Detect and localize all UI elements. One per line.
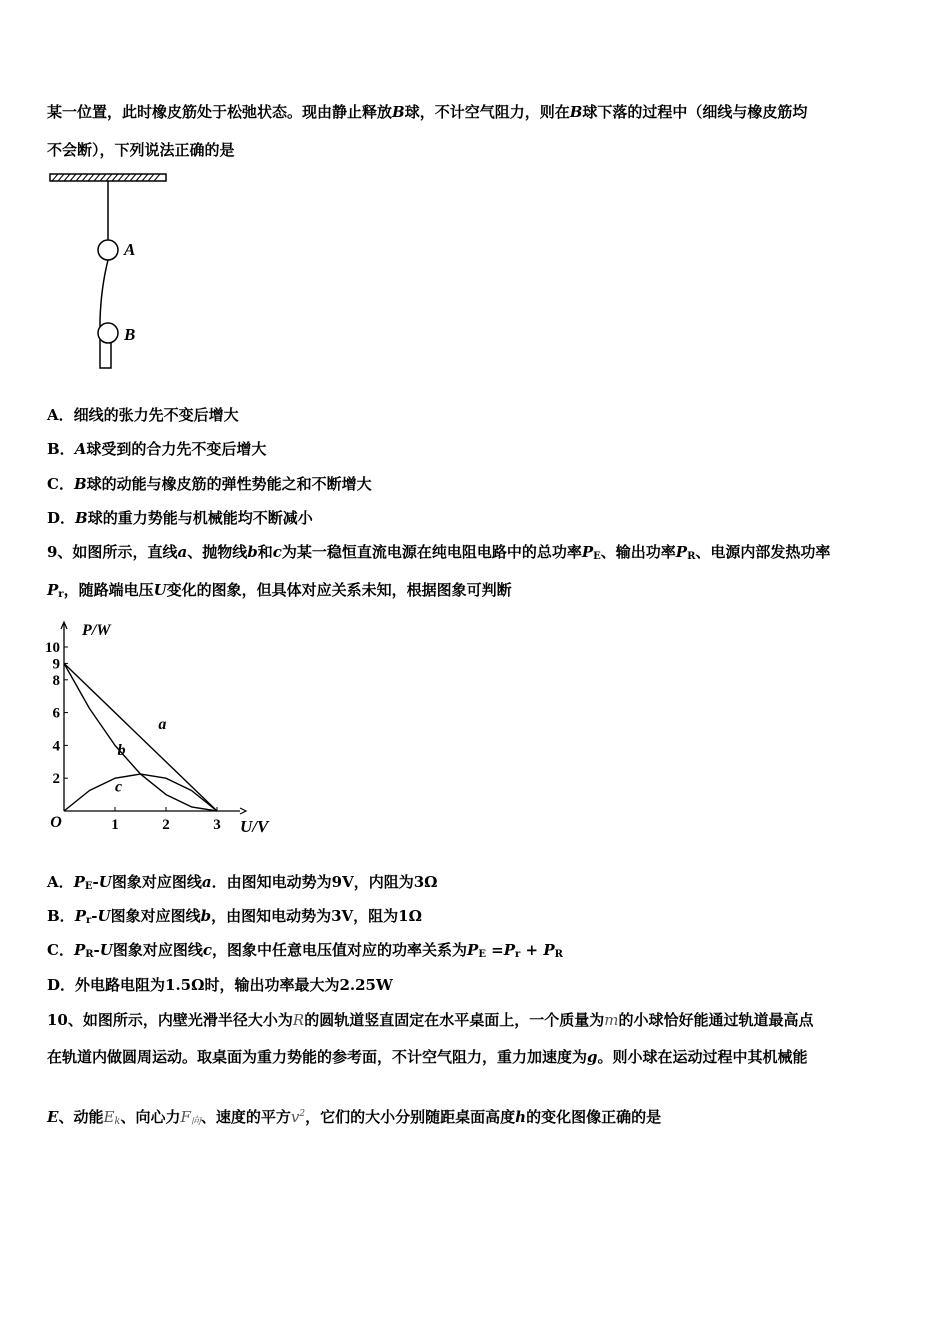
q10-stem-line-3 — [47, 1104, 661, 1127]
rubber-band — [100, 260, 111, 368]
q9-option-b-text: B．$P_r-U$图象对应图线b，由图知电动势为3V，阻为1Ω — [47, 907, 422, 926]
label-a: A — [124, 240, 136, 259]
q8-option-b-text: B．A球受到的合力先不变后增大 — [47, 440, 267, 458]
y-tick-label: 4 — [52, 738, 60, 755]
q9-option-a-text: A．$P_E-U$图象对应图线a．由图知电动势为9V，内阻为3Ω — [47, 873, 438, 892]
q10-stem-text-1: 10、如图所示，内壁光滑半径大小为R的圆轨道竖直固定在水平桌面上，一个质量为m的小球恰好能通过轨道最高点 — [47, 1011, 814, 1029]
q10-stem-line-1 — [47, 1010, 813, 1030]
q8-option-a: A．细线的张力先不变后增大 — [47, 406, 239, 424]
q8-option-c — [47, 474, 372, 494]
series-c — [64, 774, 217, 811]
q9-option-c-text: C．$P_R-U$图象对应图线c，图象中任意电压值对应的功率关系为$P_E =P_r + P_R$ — [47, 941, 563, 960]
series-a — [64, 663, 217, 811]
q9-option-b — [47, 906, 422, 926]
y-axis-label: P/W — [82, 622, 111, 639]
series-label-b: b — [117, 742, 126, 760]
q10-stem-line-2 — [47, 1047, 808, 1067]
q8-option-c-text: C．B球的动能与橡皮筋的弹性势能之和不断增大 — [47, 475, 372, 493]
q8-option-d — [47, 508, 313, 528]
q10-stem-text-3: E、动能$E_k$、向心力$F_向$、速度的平方$v^2$，它们的大小分别随距桌面高度h的变化图像正确的是 — [47, 1108, 662, 1127]
x-tick-label: 2 — [162, 817, 170, 833]
x-axis-label: U/V — [240, 817, 269, 836]
series-label-c: c — [115, 778, 123, 796]
y-tick-label: 8 — [52, 672, 60, 689]
y-tick-label: 9 — [52, 656, 60, 673]
q9-option-d: D．外电路电阻为1.5Ω时，输出功率最大为2.25W — [47, 976, 393, 994]
q8-option-d-text: D．B球的重力势能与机械能均不断减小 — [47, 509, 313, 527]
pendulum-figure — [44, 170, 174, 375]
x-axis-arrow — [240, 808, 246, 814]
q8-stem-text: 某一位置，此时橡皮筋处于松弛状态。现由静止释放B球，不计空气阻力，则在B球下落的过程中（细线与橡皮筋均 — [47, 103, 808, 121]
q8-stem-line-1 — [47, 102, 807, 122]
q8-option-b — [47, 439, 266, 459]
power-voltage-chart — [40, 615, 290, 845]
q9-option-c — [47, 940, 563, 960]
q10-stem-text-2: 在轨道内做圆周运动。取桌面为重力势能的参考面，不计空气阻力，重力加速度为g。则小球在运动过程中其机械能 — [47, 1048, 808, 1066]
q9-stem-text-2: $P_r$，随路端电压U变化的图象，但具体对应关系未知，根据图象可判断 — [47, 581, 512, 600]
origin-label: O — [50, 814, 62, 831]
y-tick-label: 10 — [45, 640, 60, 656]
x-tick-label: 1 — [111, 817, 119, 833]
q9-stem-text-1: 9、如图所示，直线a、抛物线b和c为某一稳恒直流电源在纯电阻电路中的总功率$P_E$、输出功率$P_R$、电源内部发热功率 — [47, 543, 831, 562]
y-tick-label: 6 — [52, 705, 60, 722]
q9-stem-line-2 — [47, 580, 512, 600]
x-tick-label: 3 — [213, 817, 221, 833]
q9-option-a — [47, 872, 438, 892]
label-b: B — [124, 325, 136, 344]
series-label-a: a — [158, 716, 167, 733]
ball-b — [98, 323, 118, 343]
q9-stem-line-1 — [47, 542, 830, 562]
ball-a — [98, 240, 118, 260]
q8-stem-line-2: 不会断），下列说法正确的是 — [47, 141, 235, 159]
y-tick-label: 2 — [52, 771, 60, 788]
